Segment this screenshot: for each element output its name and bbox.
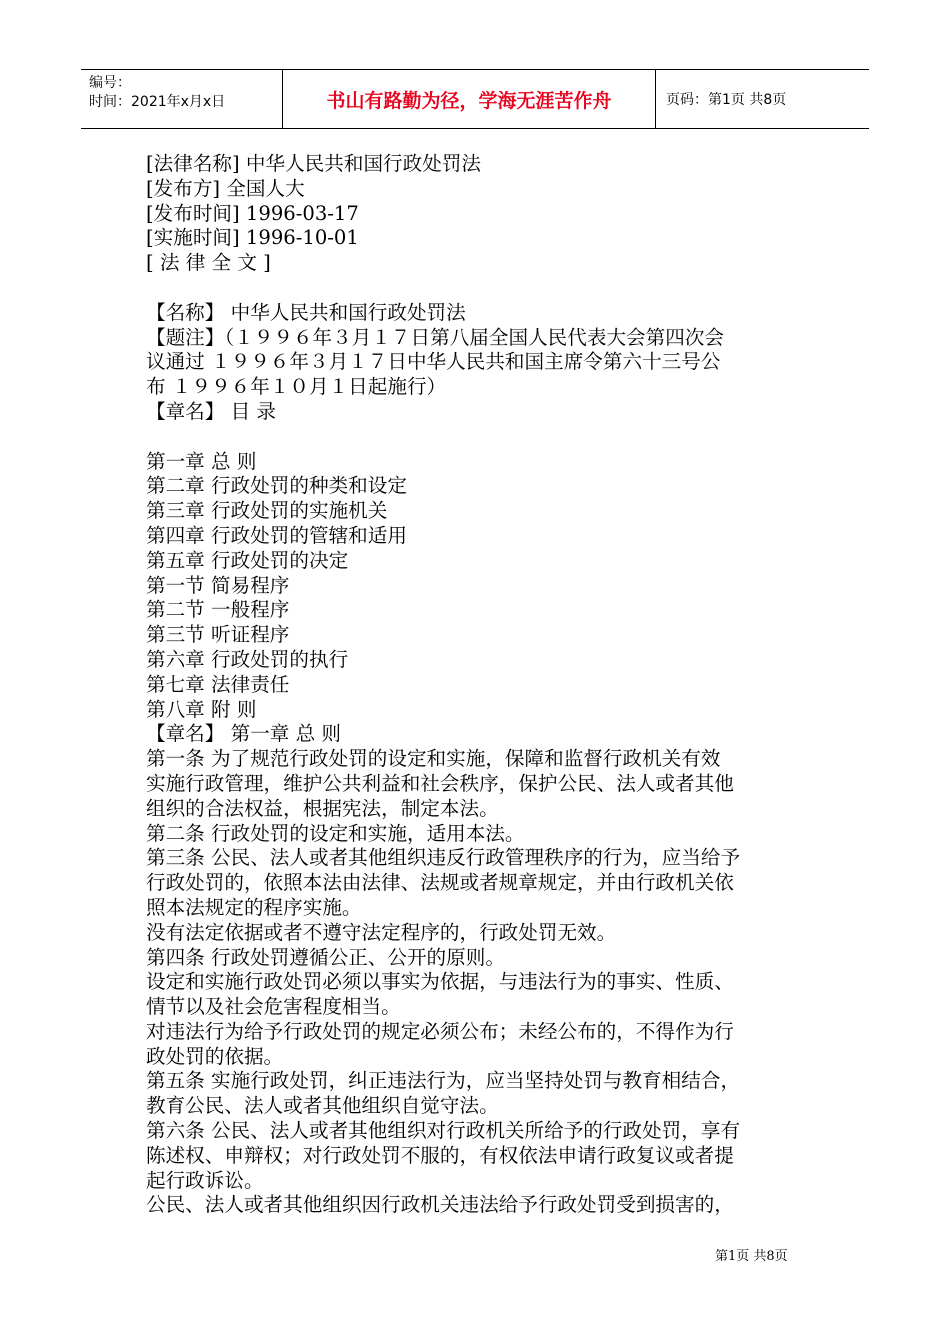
body-line: 【名称】 中华人民共和国行政处罚法 <box>146 300 466 324</box>
body-line: 第二章 行政处罚的种类和设定 <box>146 474 407 498</box>
body-line: 第一节 简易程序 <box>146 573 290 597</box>
body-line: 第三节 听证程序 <box>146 623 290 647</box>
body-line: 起行政诉讼。 <box>146 1168 264 1192</box>
body-line: 第七章 法律责任 <box>146 672 290 696</box>
body-line: 第一章 总 则 <box>146 449 257 473</box>
body-line: 第三条 公民、法人或者其他组织违反行政管理秩序的行为，应当给予 <box>146 846 741 870</box>
document-number-label: 编号： <box>89 75 131 91</box>
body-line: 陈述权、申辩权；对行政处罚不服的，有权依法申请行政复议或者提 <box>146 1143 734 1167</box>
page-header <box>81 69 869 129</box>
body-line: 实施行政管理，维护公共利益和社会秩序，保护公民、法人或者其他 <box>146 771 734 795</box>
body-line: 议通过 １９９６年３月１７日中华人民共和国主席令第六十三号公 <box>146 350 721 374</box>
body-line: 政处罚的依据。 <box>146 1044 284 1068</box>
body-line: 第一条 为了规范行政处罚的设定和实施，保障和监督行政机关有效 <box>146 747 721 771</box>
body-line: 【章名】 第一章 总 则 <box>146 722 342 746</box>
body-line: 对违法行为给予行政处罚的规定必须公布；未经公布的，不得作为行 <box>146 1019 734 1043</box>
body-line: 组织的合法权益，根据宪法，制定本法。 <box>146 796 499 820</box>
body-line: 行政处罚的，依照本法由法律、法规或者规章规定，并由行政机关依 <box>146 871 734 895</box>
body-line: 【章名】 目 录 <box>146 399 277 423</box>
body-line: 公民、法人或者其他组织因行政机关违法给予行政处罚受到损害的， <box>146 1193 734 1217</box>
body-line: [ 法 律 全 文 ] <box>146 251 271 275</box>
body-line <box>146 425 814 450</box>
body-line: 第六条 公民、法人或者其他组织对行政机关所给予的行政处罚，享有 <box>146 1119 741 1143</box>
body-line: 情节以及社会危害程度相当。 <box>146 995 401 1019</box>
body-line: 第五章 行政处罚的决定 <box>146 548 349 572</box>
body-line <box>146 276 814 301</box>
body-line: 第二节 一般程序 <box>146 598 290 622</box>
body-line: 第八章 附 则 <box>146 697 257 721</box>
header-meta <box>81 70 282 128</box>
body-line: 第五条 实施行政处罚，纠正违法行为，应当坚持处罚与教育相结合， <box>146 1069 741 1093</box>
header-page-info: 页码：第1页 共8页 <box>666 92 787 108</box>
body-line: [实施时间] 1996-10-01 <box>146 226 359 250</box>
body-line: 第六章 行政处罚的执行 <box>146 647 349 671</box>
page-footer: 第1页 共8页 <box>715 1249 788 1264</box>
body-line: 第二条 行政处罚的设定和实施，适用本法。 <box>146 821 525 845</box>
header-motto: 书山有路勤为径，学海无涯苦作舟 <box>282 70 656 128</box>
body-line: [发布时间] 1996-03-17 <box>146 201 359 225</box>
body-line: [法律名称] 中华人民共和国行政处罚法 <box>146 152 482 175</box>
body-line: [发布方] 全国人大 <box>146 176 305 200</box>
body-line: 布 １９９６年１０月１日起施行） <box>146 375 447 399</box>
body-line: 照本法规定的程序实施。 <box>146 895 362 919</box>
document-body <box>146 152 814 1218</box>
body-line: 教育公民、法人或者其他组织自觉守法。 <box>146 1094 499 1118</box>
body-line: 没有法定依据或者不遵守法定程序的，行政处罚无效。 <box>146 920 617 944</box>
body-line: 第四章 行政处罚的管辖和适用 <box>146 523 407 547</box>
body-line: 【题注】（１９９６年３月１７日第八届全国人民代表大会第四次会 <box>146 325 725 349</box>
body-line: 第四条 行政处罚遵循公正、公开的原则。 <box>146 945 505 969</box>
document-time-label: 时间：2021年x月x日 <box>89 94 226 110</box>
body-line: 第三章 行政处罚的实施机关 <box>146 499 388 523</box>
body-line: 设定和实施行政处罚必须以事实为依据，与违法行为的事实、性质、 <box>146 970 734 994</box>
